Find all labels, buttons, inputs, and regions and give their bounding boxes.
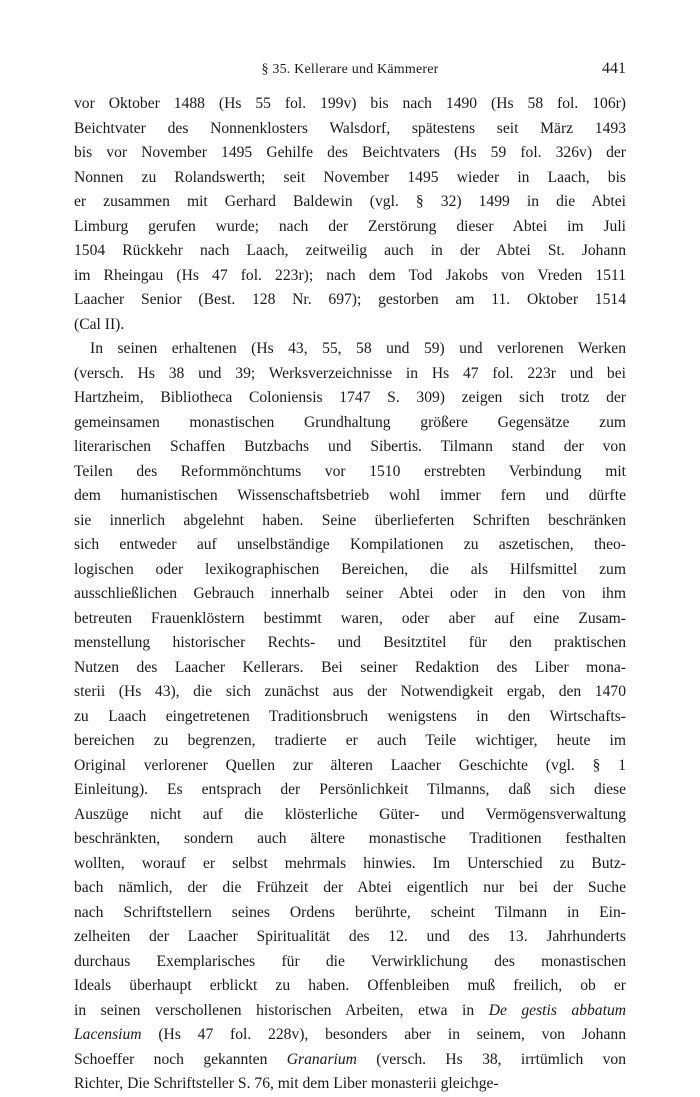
italic-title: Granarium [286, 1050, 357, 1068]
text-line: er zusammen mit Gerhard Baldewin (vgl. § 32) 1499 in die Abtei [74, 193, 626, 210]
text-line: beschränkten, sondern auch ältere monastische Traditionen festhalten [74, 830, 626, 847]
page-number: 441 [602, 60, 626, 77]
text-line: Lacensium (Hs 47 fol. 228v), besonders aber in seinem, von Johann [74, 1026, 626, 1043]
text-line: dem humanistischen Wissenschaftsbetrieb wohl immer fern und dürfte [74, 487, 626, 504]
text-line: Nonnen zu Rolandswerth; seit November 1495 wieder in Laach, bis [74, 168, 626, 186]
text-line: bach nämlich, der die Frühzeit der Abtei eigentlich nur bei der Suche [74, 879, 626, 896]
text-line: Schoeffer noch gekannten Granarium (versch. Hs 38, irrtümlich von [74, 1050, 626, 1068]
text-line: im Rheingau (Hs 47 fol. 223r); nach dem Tod Jakobs von Vreden 1511 [74, 266, 626, 284]
text-line: In seinen erhaltenen (Hs 43, 55, 58 und 59) und verlorenen Werken [90, 340, 626, 357]
text-line: sich entweder auf unselbständige Kompilationen zu aszetischen, theo- [74, 536, 626, 553]
text-line: Hartzheim, Bibliotheca Coloniensis 1747 S. 309) zeigen sich trotz der [74, 389, 626, 406]
page-header [74, 60, 626, 84]
running-head: § 35. Kellerare und Kämmerer [261, 62, 439, 77]
text-line: gemeinsamen monastischen Grundhaltung größere Gegensätze zum [74, 413, 626, 431]
paragraph [74, 337, 626, 1097]
text-line: (Cal II). [74, 315, 125, 333]
italic-title: De gestis abbatum [488, 1001, 626, 1019]
text-line: zelheiten der Laacher Spiritualität des 12. und des 13. Jahrhunderts [74, 928, 626, 945]
text-line: wollten, worauf er selbst mehrmals hinwies. Im Unterschied zu Butz- [74, 854, 626, 872]
text-line: Auszüge nicht auf die klösterliche Güter- und Vermögensverwaltung [74, 805, 626, 823]
text-line: bis vor November 1495 Gehilfe des Beichtvaters (Hs 59 fol. 326v) der [74, 144, 626, 161]
text-line: ausschließlichen Gebrauch innerhalb seiner Abtei oder in den von ihm [74, 585, 626, 602]
text-line: Teilen des Reformmönchtums vor 1510 erstrebten Verbindung mit [74, 462, 626, 480]
text-line: Laacher Senior (Best. 128 Nr. 697); gestorben am 11. Oktober 1514 [74, 291, 626, 308]
text-line: bereichen zu begrenzen, tradierte er auch Teile wichtiger, heute im [74, 732, 626, 749]
body-text [74, 92, 626, 1097]
text-line: literarischen Schaffen Butzbachs und Sibertis. Tilmann stand der von [74, 438, 626, 455]
text-line: zu Laach eingetretenen Traditionsbruch wenigstens in den Wirtschafts- [74, 707, 626, 725]
italic-title: Lacensium [74, 1026, 142, 1043]
text-line: Ideals überhaupt erblickt zu haben. Offenbleiben muß freilich, ob er [74, 977, 626, 994]
text-line: Richter, Die Schriftsteller S. 76, mit dem Liber monasterii gleichge- [74, 1075, 499, 1092]
text-line: Einleitung). Es entsprach der Persönlichkeit Tilmanns, daß sich diese [74, 781, 626, 798]
text-line: logischen oder lexikographischen Bereichen, die als Hilfsmittel zum [74, 560, 626, 578]
text-line: nach Schriftstellern seines Ordens berührte, scheint Tilmann in Ein- [74, 903, 626, 921]
text-line: 1504 Rückkehr nach Laach, zeitweilig auch in der Abtei St. Johann [74, 242, 626, 259]
text-line: Limburg gerufen wurde; nach der Zerstörung dieser Abtei im Juli [74, 217, 626, 235]
text-line: menstellung historischer Rechts- und Besitztitel für den praktischen [74, 634, 626, 651]
text-line: Original verlorener Quellen zur älteren Laacher Geschichte (vgl. § 1 [74, 756, 626, 774]
text-line: sie innerlich abgelehnt haben. Seine überlieferten Schriften beschränken [74, 511, 626, 529]
text-line: betreuten Frauenklöstern bestimmt waren, oder aber auf eine Zusam- [74, 609, 626, 627]
text-line: durchaus Exemplarisches für die Verwirklichung des monastischen [74, 952, 626, 970]
text-line: vor Oktober 1488 (Hs 55 fol. 199v) bis nach 1490 (Hs 58 fol. 106r) [74, 95, 626, 112]
paragraph [74, 92, 626, 337]
text-line: Nutzen des Laacher Kellerars. Bei seiner Redaktion des Liber mona- [74, 658, 626, 676]
text-line: sterii (Hs 43), die sich zunächst aus der Notwendigkeit ergab, den 1470 [74, 683, 626, 700]
text-line: in seinen verschollenen historischen Arbeiten, etwa in De gestis abbatum [74, 1001, 626, 1019]
text-line: (versch. Hs 38 und 39; Werksverzeichnisse in Hs 47 fol. 223r und bei [74, 364, 626, 382]
text-line: Beichtvater des Nonnenklosters Walsdorf, spätestens seit März 1493 [74, 119, 626, 137]
